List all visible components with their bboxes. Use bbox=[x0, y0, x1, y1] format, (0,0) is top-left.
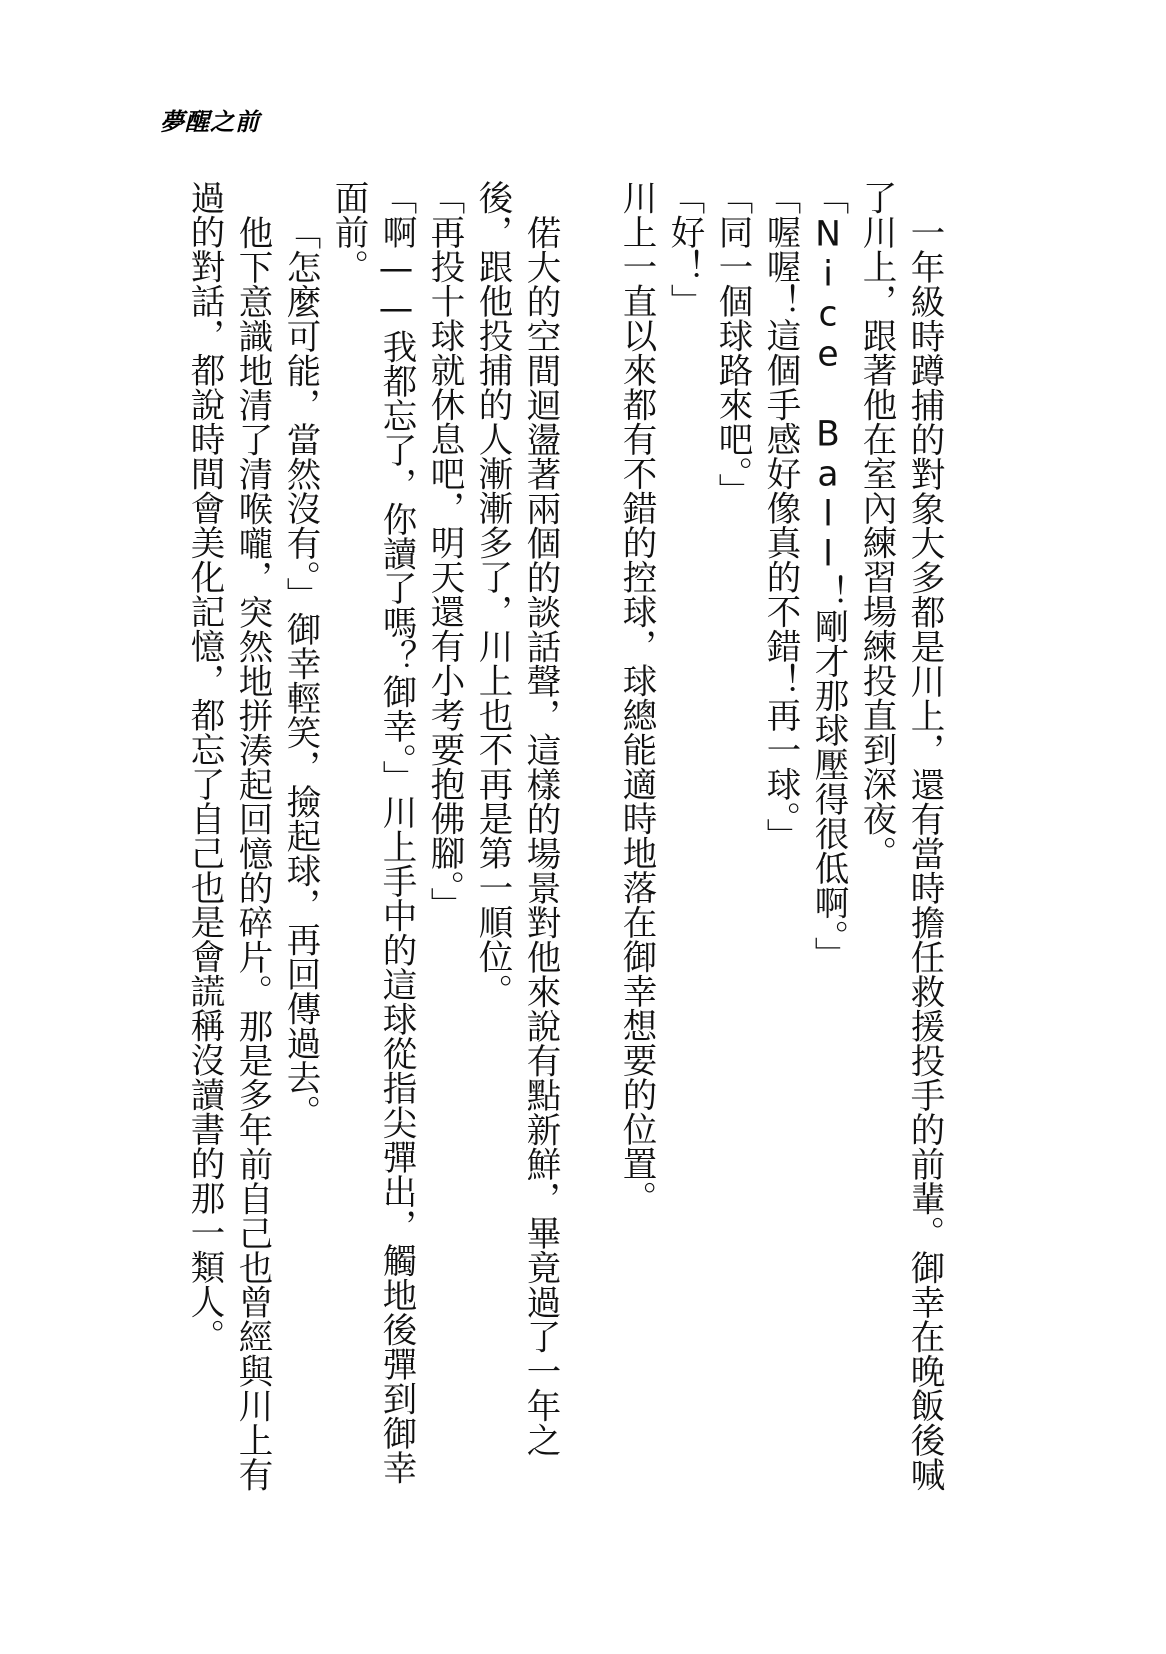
paragraph: 「再投十球就休息吧，明天還有小考要抱佛腳。」 bbox=[424, 180, 464, 922]
paragraph: 川上一直以來都有不錯的控球，球總能適時地落在御幸想要的位置。 bbox=[616, 180, 656, 1215]
paragraph: 「喔喔！這個手感好像真的不錯！再一球。」 bbox=[760, 180, 800, 853]
paragraph: 一年級時蹲捕的對象大多都是川上，還有當時擔任救援投手的前輩。御幸在晚飯後喊了川上，跟著他在室內練習場練投直到深夜。 bbox=[856, 180, 944, 1491]
paragraph: 「怎麼可能，當然沒有。」御幸輕笑，撿起球，再回傳過去。 bbox=[280, 214, 320, 1129]
paragraph: 「好！」 bbox=[664, 180, 704, 318]
paragraph: 他下意識地清了清喉嚨，突然地拼湊起回憶的碎片。那是多年前自己也曾經與川上有過的對話，都說時間會美化記憶，都忘了自己也是會謊稱沒讀書的那一類人。 bbox=[184, 180, 272, 1491]
page-title: 夢醒之前 bbox=[160, 108, 260, 136]
paragraph: 「啊——我都忘了，你讀了嗎？御幸。」川上手中的這球從指尖彈出，觸地後彈到御幸面前。 bbox=[328, 180, 416, 1485]
paragraph: 偌大的空間迴盪著兩個的談話聲，這樣的場景對他來說有點新鮮，畢竟過了一年之後，跟他投捕的人漸漸多了，川上也不再是第一順位。 bbox=[472, 180, 560, 1457]
paragraph: 「Nice Ball！剛才那球壓得很低啊。」 bbox=[808, 180, 848, 972]
body-text bbox=[128, 180, 948, 1500]
paragraph: 「同一個球路來吧。」 bbox=[712, 180, 752, 508]
